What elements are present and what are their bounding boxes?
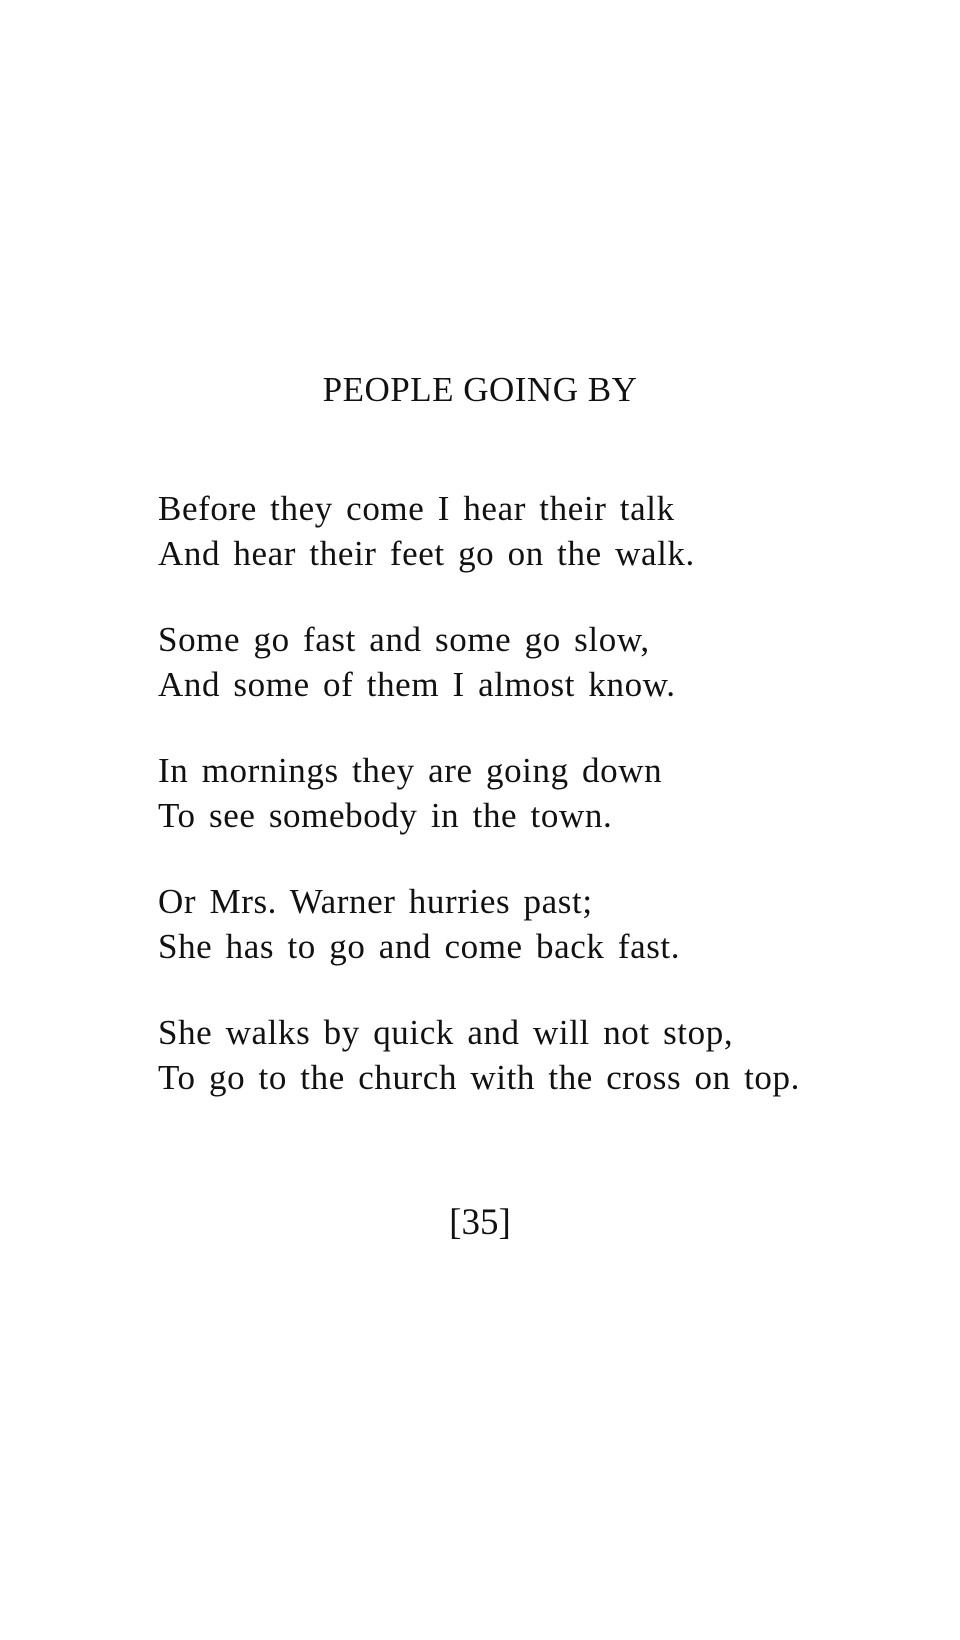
poem-body	[158, 486, 858, 1141]
poem-line: She walks by quick and will not stop,	[158, 1013, 734, 1052]
page-number: [35]	[449, 1202, 511, 1243]
stanza	[158, 1010, 858, 1100]
stanza	[158, 879, 858, 969]
poem-line: In mornings they are going down	[158, 751, 663, 790]
stanza	[158, 486, 858, 576]
stanza	[158, 617, 858, 707]
poem-line: Before they come I hear their talk	[158, 489, 675, 528]
poem-line: She has to go and come back fast.	[158, 927, 681, 966]
poem-line: Some go fast and some go slow,	[158, 620, 650, 659]
poem-line: To go to the church with the cross on top.	[158, 1058, 800, 1097]
poem-line: And some of them I almost know.	[158, 665, 676, 704]
poem-line: Or Mrs. Warner hurries past;	[158, 882, 593, 921]
poem-title: PEOPLE GOING BY	[322, 370, 638, 409]
poem-line: To see somebody in the town.	[158, 796, 613, 835]
stanza	[158, 748, 858, 838]
poem-line: And hear their feet go on the walk.	[158, 534, 695, 573]
